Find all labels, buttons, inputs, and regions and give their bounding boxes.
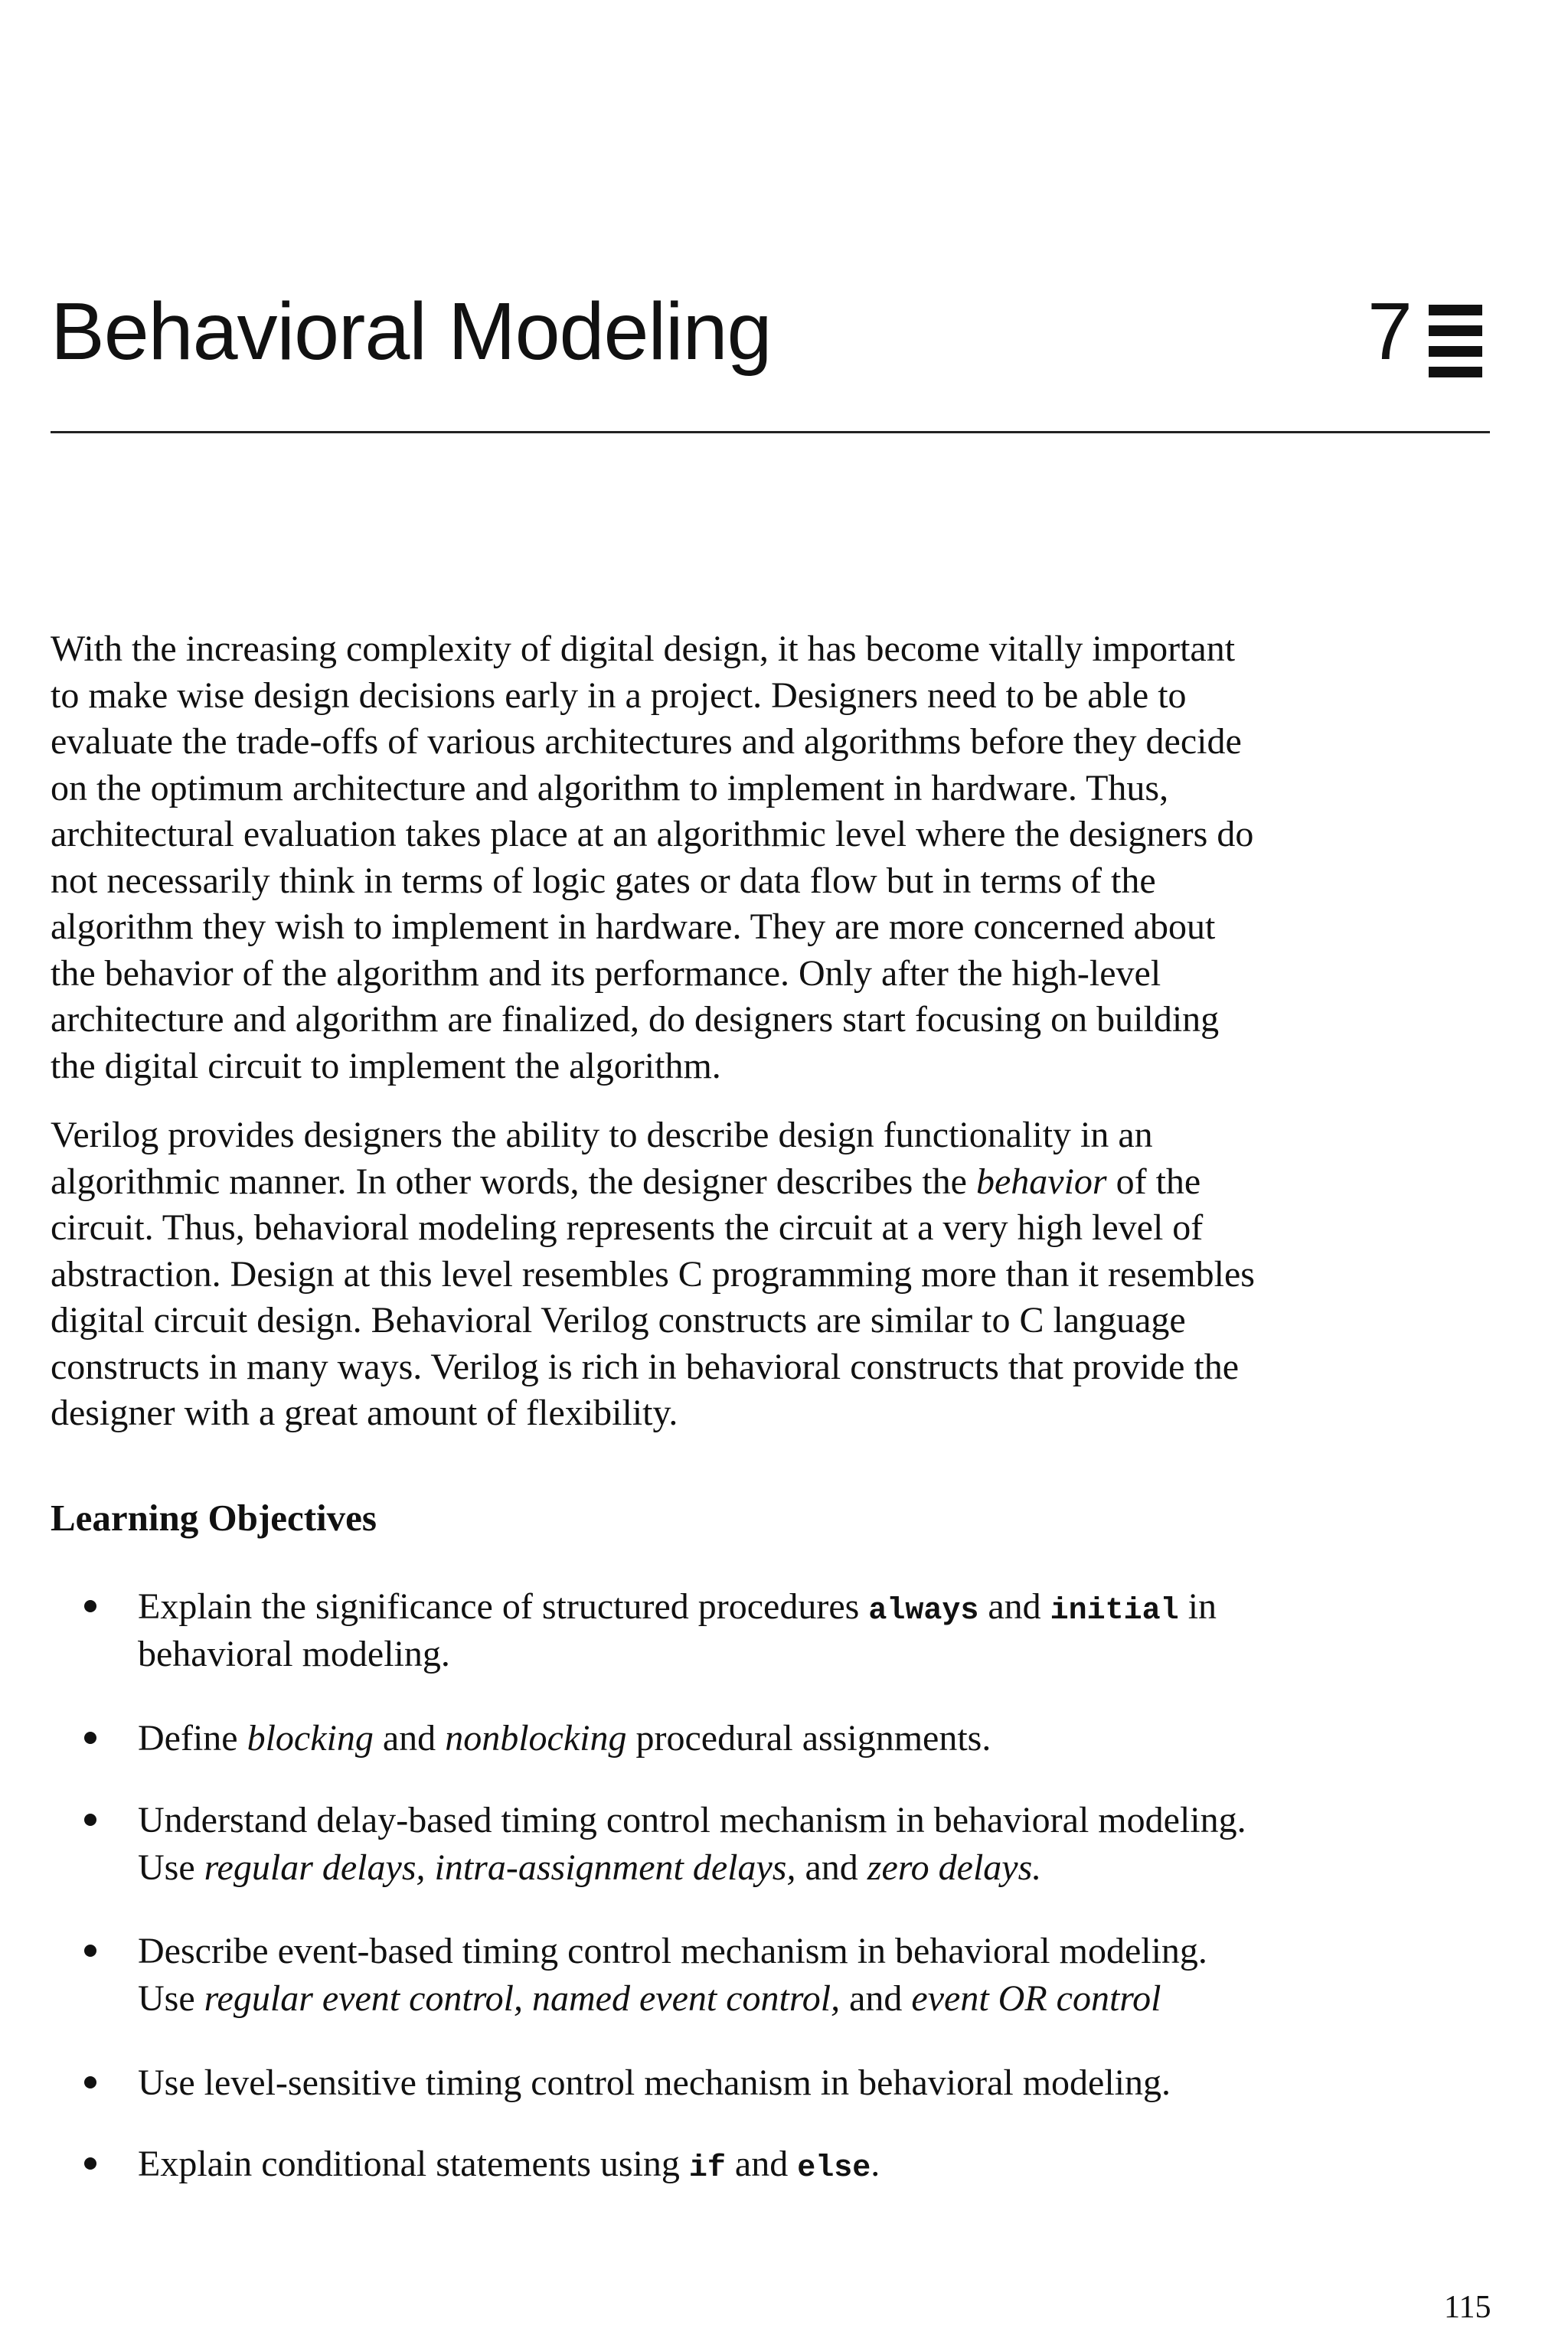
bullet-icon [84, 1600, 96, 1612]
text-line [138, 1975, 1161, 2023]
learning-objectives-heading: Learning Objectives [51, 1497, 377, 1539]
text-line: abstraction. Design at this level resembles C programming more than it resembles [51, 1253, 1255, 1295]
chapter-bars-icon [1429, 305, 1482, 378]
italic-term: regular event control, named event control, [204, 1978, 841, 2019]
intro-paragraph-1 [51, 626, 1490, 1089]
text-line: circuit. Thus, behavioral modeling represents the circuit at a very high level of [51, 1207, 1204, 1248]
text-line [138, 1715, 991, 1762]
text-line [138, 2141, 880, 2193]
text-line: Use level-sensitive timing control mechanism in behavioral modeling. [138, 2062, 1171, 2103]
text-line [138, 1583, 1217, 1635]
bullet-icon [84, 1814, 96, 1826]
page-number: 115 [1444, 2290, 1491, 2325]
chapter-title: Behavioral Modeling [51, 286, 772, 377]
italic-term: blocking [247, 1718, 374, 1759]
text-line: architectural evaluation takes place at an algorithmic level where the designers do [51, 814, 1254, 854]
text-run: of the [1106, 1161, 1201, 1202]
text-run: Use [138, 1847, 204, 1888]
text-run: Define [138, 1718, 247, 1759]
chapter-number: 7 [1367, 286, 1413, 377]
text-line: the behavior of the algorithm and its performance. Only after the high-level [51, 952, 1161, 994]
text-line: constructs in many ways. Verilog is rich in behavioral constructs that provide the [51, 1346, 1240, 1387]
text-line: on the optimum architecture and algorithm to implement in hardware. Thus, [51, 767, 1169, 808]
text-run: and [373, 1718, 446, 1759]
text-line: designer with a great amount of flexibility. [51, 1393, 678, 1433]
text-run: and [795, 1847, 867, 1888]
text-run: and [840, 1978, 912, 2019]
text-run: procedural assignments. [626, 1718, 991, 1759]
text-run: and [978, 1586, 1050, 1627]
text-run: Use [138, 1978, 204, 2019]
intro-paragraph-2 [51, 1112, 1490, 1437]
italic-term: behavior [975, 1161, 1107, 1202]
code-keyword: else [797, 2151, 871, 2186]
text-line: digital circuit design. Behavioral Verilog constructs are similar to C language [51, 1300, 1186, 1341]
text-line: evaluate the trade-offs of various architectures and algorithms before they decide [51, 721, 1242, 762]
text-line: the digital circuit to implement the algorithm. [51, 1045, 721, 1086]
italic-term: regular delays, intra-assignment delays, [204, 1847, 796, 1888]
text-line: architecture and algorithm are finalized, do designers start focusing on building [51, 999, 1220, 1040]
text-run: Explain conditional statements using [138, 2144, 689, 2184]
bullet-icon [84, 1945, 96, 1957]
bullet-icon [84, 2076, 96, 2088]
chapter-divider [51, 431, 1490, 433]
italic-term: event OR control [911, 1978, 1161, 2019]
italic-term: zero delays. [867, 1847, 1042, 1888]
text-run: Explain the significance of structured procedures [138, 1586, 869, 1627]
code-keyword: initial [1050, 1594, 1179, 1628]
text-line: to make wise design decisions early in a project. Designers need to be able to [51, 674, 1187, 716]
italic-term: nonblocking [445, 1718, 627, 1759]
text-run: . [871, 2144, 880, 2184]
text-line: Understand delay-based timing control mechanism in behavioral modeling. [138, 1800, 1246, 1840]
text-line [51, 1159, 1490, 1206]
text-line: With the increasing complexity of digital design, it has become vitally important [51, 629, 1236, 669]
text-run: algorithmic manner. In other words, the designer describes the [51, 1161, 976, 1202]
text-line: Verilog provides designers the ability to describe design functionality in an [51, 1115, 1153, 1155]
text-run: in [1178, 1586, 1217, 1627]
text-line: Describe event-based timing control mechanism in behavioral modeling. [138, 1931, 1207, 1971]
bullet-icon [84, 2157, 96, 2170]
code-keyword: always [868, 1594, 979, 1628]
code-keyword: if [688, 2151, 726, 2186]
text-run: and [725, 2144, 798, 2184]
text-line: not necessarily think in terms of logic gates or data flow but in terms of the [51, 860, 1156, 901]
bullet-icon [84, 1732, 96, 1744]
text-line: behavioral modeling. [138, 1634, 450, 1674]
text-line [138, 1844, 1041, 1892]
text-line: algorithm they wish to implement in hardware. They are more concerned about [51, 906, 1216, 947]
